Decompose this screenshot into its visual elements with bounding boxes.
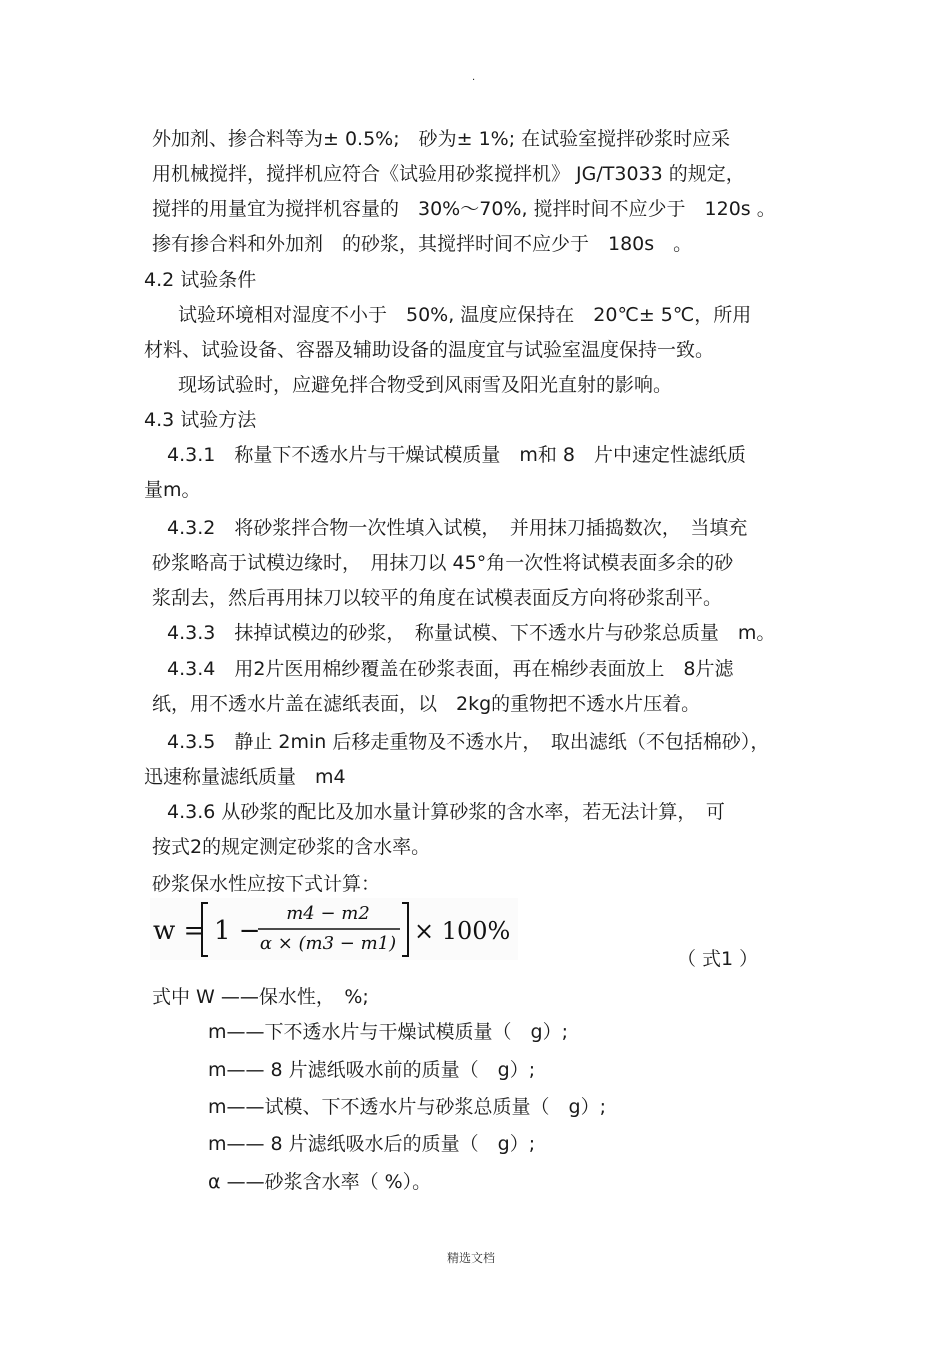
- clause-4-3-6-cont: 按式2的规定测定砂浆的含水率。: [152, 836, 431, 858]
- formula-numerator: m4 − m2: [286, 903, 370, 924]
- clause-4-3-5: 4.3.5 静止 2min 后移走重物及不透水片， 取出滤纸（不包括棉砂），: [167, 731, 770, 753]
- formula-one-minus: 1 −: [214, 916, 261, 946]
- section-heading-4-3: 4.3 试验方法: [144, 409, 257, 431]
- def-m3: m——试模、下不透水片与砂浆总质量（ g）;: [208, 1096, 606, 1118]
- top-mark: .: [472, 72, 476, 83]
- clause-4-3-2-cont-1: 砂浆略高于试模边缘时， 用抹刀以 45°角一次性将试模表面多余的砂: [152, 552, 734, 574]
- def-m1: m——下不透水片与干燥试模质量（ g）;: [208, 1021, 568, 1043]
- clause-4-3-1: 4.3.1 称量下不透水片与干燥试模质量 m和 8 片中速定性滤纸质: [167, 444, 746, 466]
- clause-4-3-4-cont: 纸，用不透水片盖在滤纸表面，以 2kg的重物把不透水片压着。: [152, 693, 701, 715]
- body-line-4: 掺有掺合料和外加剂 的砂浆，其搅拌时间不应少于 180s 。: [152, 233, 693, 255]
- water-retention-formula: [150, 898, 518, 960]
- clause-4-3-2-cont-2: 浆刮去，然后再用抹刀以较平的角度在试模表面反方向将砂浆刮平。: [152, 587, 723, 609]
- body-line-7: 材料、试验设备、容器及辅助设备的温度宜与试验室温度保持一致。: [144, 339, 715, 361]
- clause-4-3-2: 4.3.2 将砂浆拌合物一次性填入试模， 并用抹刀插捣数次， 当填充: [167, 517, 748, 539]
- body-line-3: 搅拌的用量宜为搅拌机容量的 30%～70%, 搅拌时间不应少于 120s 。: [152, 198, 776, 220]
- def-alpha: α ——砂浆含水率（ %）。: [208, 1171, 432, 1193]
- clause-4-3-4: 4.3.4 用2片医用棉纱覆盖在砂浆表面，再在棉纱表面放上 8片滤: [167, 658, 734, 680]
- clause-4-3-5-cont: 迅速称量滤纸质量 m4: [144, 766, 346, 788]
- def-m2: m—— 8 片滤纸吸水前的质量（ g）;: [208, 1059, 536, 1081]
- clause-4-3-3: 4.3.3 抹掉试模边的砂浆， 称量试模、下不透水片与砂浆总质量 m。: [167, 622, 776, 644]
- clause-4-3-6: 4.3.6 从砂浆的配比及加水量计算砂浆的含水率，若无法计算， 可: [167, 801, 725, 823]
- def-w: 式中 W ——保水性， %;: [152, 986, 369, 1008]
- section-heading-4-2: 4.2 试验条件: [144, 269, 257, 291]
- def-m4: m—— 8 片滤纸吸水后的质量（ g）;: [208, 1133, 536, 1155]
- body-line-8: 现场试验时，应避免拌合物受到风雨雪及阳光直射的影响。: [178, 374, 673, 396]
- right-bracket: [402, 903, 408, 956]
- formula-lhs: w =: [153, 916, 206, 946]
- formula-denominator: α × (m3 − m1): [259, 933, 397, 954]
- page-footer: 精选文档: [447, 1251, 496, 1265]
- body-line-2: 用机械搅拌，搅拌机应符合《试验用砂浆搅拌机》 JG/T3033 的规定，: [152, 163, 745, 185]
- clause-4-3-1-cont: 量m。: [144, 479, 201, 501]
- formula-number: （ 式1 ）: [677, 948, 759, 970]
- body-line-6: 试验环境相对湿度不小于 50%, 温度应保持在 20℃± 5℃，所用: [178, 304, 752, 326]
- formula-times: × 100%: [414, 917, 511, 945]
- formula-intro: 砂浆保水性应按下式计算：: [152, 873, 381, 895]
- body-line-1: 外加剂、掺合料等为± 0.5%; 砂为± 1%; 在试验室搅拌砂浆时应采: [152, 128, 731, 150]
